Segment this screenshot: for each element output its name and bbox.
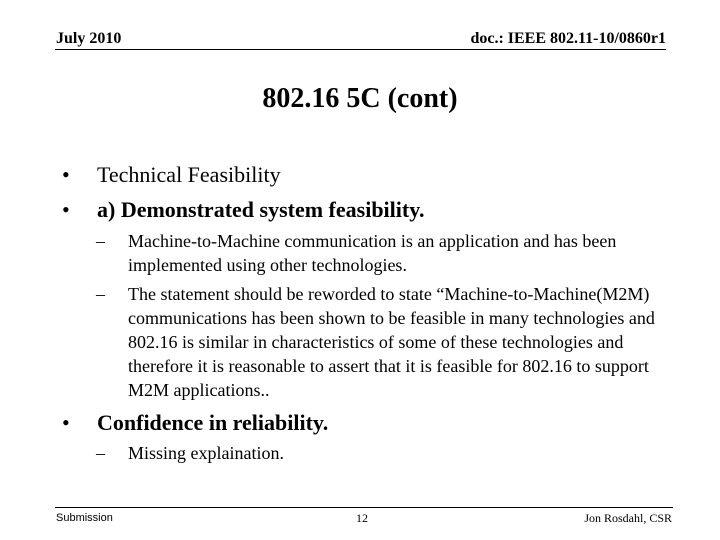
sub-bullet-marker: – xyxy=(96,284,105,304)
footer-submission: Submission xyxy=(56,512,113,524)
footer-page-number: 12 xyxy=(356,511,368,525)
sub-bullet-marker: – xyxy=(96,231,105,251)
footer-author: Jon Rosdahl, CSR xyxy=(584,511,672,525)
sub-bullet-text: The statement should be reworded to state “Machine-to-Machine(M2M) communications has been shown to be feasible in many technologies and 802.16 is similar in characteristics of some of these technologies and therefore it is reasonable to assert that it is feasible for 802.16 to support M2M applications.. xyxy=(128,284,655,400)
sub-bullet-text: Machine-to-Machine communication is an application and has been implemented using other technologies. xyxy=(128,231,617,275)
bullet-text: Confidence in reliability. xyxy=(97,410,329,435)
sub-bullet-marker: – xyxy=(96,443,105,463)
header-divider xyxy=(55,49,666,50)
bullet-marker: • xyxy=(62,410,70,435)
header-doc-id: doc.: IEEE 802.11-10/0860r1 xyxy=(470,30,666,47)
bullet-marker: • xyxy=(62,162,70,187)
header-date: July 2010 xyxy=(56,30,122,47)
bullet-marker: • xyxy=(62,197,70,222)
bullet-text: Technical Feasibility xyxy=(97,162,281,187)
slide-title: 802.16 5C (cont) xyxy=(262,83,458,114)
footer-divider xyxy=(55,507,673,508)
sub-bullet-text: Missing explaination. xyxy=(128,443,284,463)
bullet-text: a) Demonstrated system feasibility. xyxy=(97,197,425,222)
